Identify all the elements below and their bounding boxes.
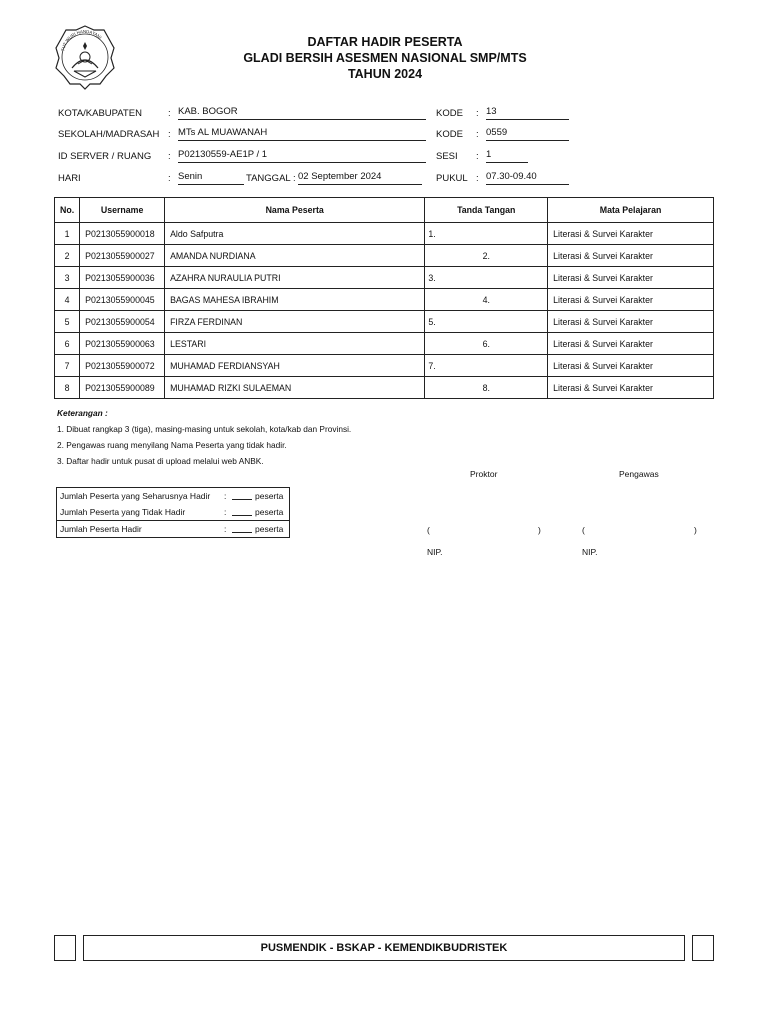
row-username: P0213055900045 <box>80 289 165 311</box>
summary-row-present <box>57 520 289 537</box>
note-item: 3. Daftar hadir untuk pusat di upload melalui web ANBK. <box>57 456 264 466</box>
row-signature: 6. <box>425 333 548 355</box>
row-no: 7 <box>55 355 80 377</box>
summary-unit: peserta <box>255 524 284 534</box>
footer-right-box <box>692 935 714 961</box>
header-tanda-tangan: Tanda Tangan <box>425 198 548 223</box>
summary-row-expected <box>57 488 289 504</box>
kode2-value: 0559 <box>486 127 569 141</box>
row-nama: FIRZA FERDINAN <box>165 311 425 333</box>
summary-label: Jumlah Peserta Hadir <box>60 524 142 534</box>
row-nama: MUHAMAD FERDIANSYAH <box>165 355 425 377</box>
row-mapel: Literasi & Survei Karakter <box>548 333 714 355</box>
row-nama: AMANDA NURDIANA <box>165 245 425 267</box>
table-row <box>55 289 714 311</box>
title-line-1: DAFTAR HADIR PESERTA <box>307 35 463 49</box>
summary-unit: peserta <box>255 491 284 501</box>
attendance-table <box>54 197 714 399</box>
hari-colon: : <box>168 173 171 184</box>
proktor-nip: NIP. <box>427 547 443 557</box>
document-title <box>200 34 570 82</box>
summary-row-absent <box>57 504 289 520</box>
row-nama: BAGAS MAHESA IBRAHIM <box>165 289 425 311</box>
header-nama: Nama Peserta <box>165 198 425 223</box>
notes-section <box>57 405 351 469</box>
header-no: No. <box>55 198 80 223</box>
tanggal-value: 02 September 2024 <box>298 171 422 185</box>
header-username: Username <box>80 198 165 223</box>
row-signature: 4. <box>425 289 548 311</box>
table-row <box>55 245 714 267</box>
kota-label: KOTA/KABUPATEN <box>58 108 142 119</box>
server-value: P02130559-AE1P / 1 <box>178 149 426 163</box>
row-nama: AZAHRA NURAULIA PUTRI <box>165 267 425 289</box>
table-row <box>55 377 714 399</box>
table-row <box>55 223 714 245</box>
row-username: P0213055900036 <box>80 267 165 289</box>
row-username: P0213055900072 <box>80 355 165 377</box>
title-line-3: TAHUN 2024 <box>347 67 423 81</box>
pengawas-label: Pengawas <box>619 469 659 479</box>
sekolah-colon: : <box>168 129 171 140</box>
row-no: 3 <box>55 267 80 289</box>
row-signature: 2. <box>425 245 548 267</box>
svg-text:TUT WURI HANDAYANI: TUT WURI HANDAYANI <box>60 28 103 52</box>
table-row <box>55 267 714 289</box>
kode2-colon: : <box>476 129 479 140</box>
row-signature: 3. <box>425 267 548 289</box>
kode1-label: KODE <box>436 108 463 119</box>
summary-blank <box>232 499 252 500</box>
pengawas-nip: NIP. <box>582 547 598 557</box>
summary-blank <box>232 515 252 516</box>
pengawas-close-paren: ) <box>694 525 697 535</box>
pengawas-open-paren: ( <box>582 525 585 535</box>
row-nama: MUHAMAD RIZKI SULAEMAN <box>165 377 425 399</box>
row-no: 1 <box>55 223 80 245</box>
summary-unit: peserta <box>255 507 284 517</box>
row-no: 2 <box>55 245 80 267</box>
kota-colon: : <box>168 108 171 119</box>
row-username: P0213055900089 <box>80 377 165 399</box>
row-nama: LESTARI <box>165 333 425 355</box>
note-item: 1. Dibuat rangkap 3 (tiga), masing-masing untuk sekolah, kota/kab dan Provinsi. <box>57 424 352 434</box>
pukul-value: 07.30-09.40 <box>486 171 569 185</box>
row-mapel: Literasi & Survei Karakter <box>548 377 714 399</box>
row-signature: 1. <box>425 223 548 245</box>
row-signature: 5. <box>425 311 548 333</box>
summary-label: Jumlah Peserta yang Tidak Hadir <box>60 507 186 517</box>
server-colon: : <box>168 151 171 162</box>
table-row <box>55 333 714 355</box>
table-row <box>55 355 714 377</box>
sekolah-label: SEKOLAH/MADRASAH <box>58 129 160 140</box>
notes-heading: Keterangan : <box>57 408 108 418</box>
footer-banner: PUSMENDIK - BSKAP - KEMENDIKBUDRISTEK <box>83 935 685 961</box>
server-label: ID SERVER / RUANG <box>58 151 152 162</box>
kode1-value: 13 <box>486 106 569 120</box>
summary-colon: : <box>224 491 227 501</box>
row-mapel: Literasi & Survei Karakter <box>548 223 714 245</box>
row-mapel: Literasi & Survei Karakter <box>548 311 714 333</box>
row-username: P0213055900027 <box>80 245 165 267</box>
row-nama: Aldo Safputra <box>165 223 425 245</box>
row-username: P0213055900063 <box>80 333 165 355</box>
table-header-row <box>55 198 714 223</box>
summary-blank <box>232 532 252 533</box>
summary-colon: : <box>224 524 227 534</box>
footer-left-box <box>54 935 76 961</box>
sesi-label: SESI <box>436 151 458 162</box>
row-no: 6 <box>55 333 80 355</box>
row-no: 4 <box>55 289 80 311</box>
row-signature: 7. <box>425 355 548 377</box>
kota-value: KAB. BOGOR <box>178 106 426 120</box>
tanggal-label: TANGGAL : <box>246 173 296 184</box>
summary-label: Jumlah Peserta yang Seharusnya Hadir <box>60 491 211 501</box>
note-item: 2. Pengawas ruang menyilang Nama Peserta yang tidak hadir. <box>57 440 287 450</box>
pukul-colon: : <box>476 173 479 184</box>
hari-label: HARI <box>58 173 81 184</box>
emblem-icon <box>54 24 116 90</box>
title-line-2: GLADI BERSIH ASESMEN NASIONAL SMP/MTS <box>243 51 527 65</box>
row-username: P0213055900054 <box>80 311 165 333</box>
sesi-value: 1 <box>486 149 528 163</box>
header-mata-pelajaran: Mata Pelajaran <box>548 198 714 223</box>
kode1-colon: : <box>476 108 479 119</box>
proktor-open-paren: ( <box>427 525 430 535</box>
row-no: 8 <box>55 377 80 399</box>
row-signature: 8. <box>425 377 548 399</box>
hari-value: Senin <box>178 171 244 185</box>
row-no: 5 <box>55 311 80 333</box>
tut-wuri-handayani-logo <box>54 24 116 90</box>
summary-colon: : <box>224 507 227 517</box>
summary-box <box>56 487 290 538</box>
proktor-close-paren: ) <box>538 525 541 535</box>
sesi-colon: : <box>476 151 479 162</box>
row-mapel: Literasi & Survei Karakter <box>548 267 714 289</box>
sekolah-value: MTs AL MUAWANAH <box>178 127 426 141</box>
table-row <box>55 311 714 333</box>
row-mapel: Literasi & Survei Karakter <box>548 289 714 311</box>
row-mapel: Literasi & Survei Karakter <box>548 355 714 377</box>
proktor-label: Proktor <box>470 469 498 479</box>
pukul-label: PUKUL <box>436 173 468 184</box>
row-mapel: Literasi & Survei Karakter <box>548 245 714 267</box>
row-username: P0213055900018 <box>80 223 165 245</box>
kode2-label: KODE <box>436 129 463 140</box>
